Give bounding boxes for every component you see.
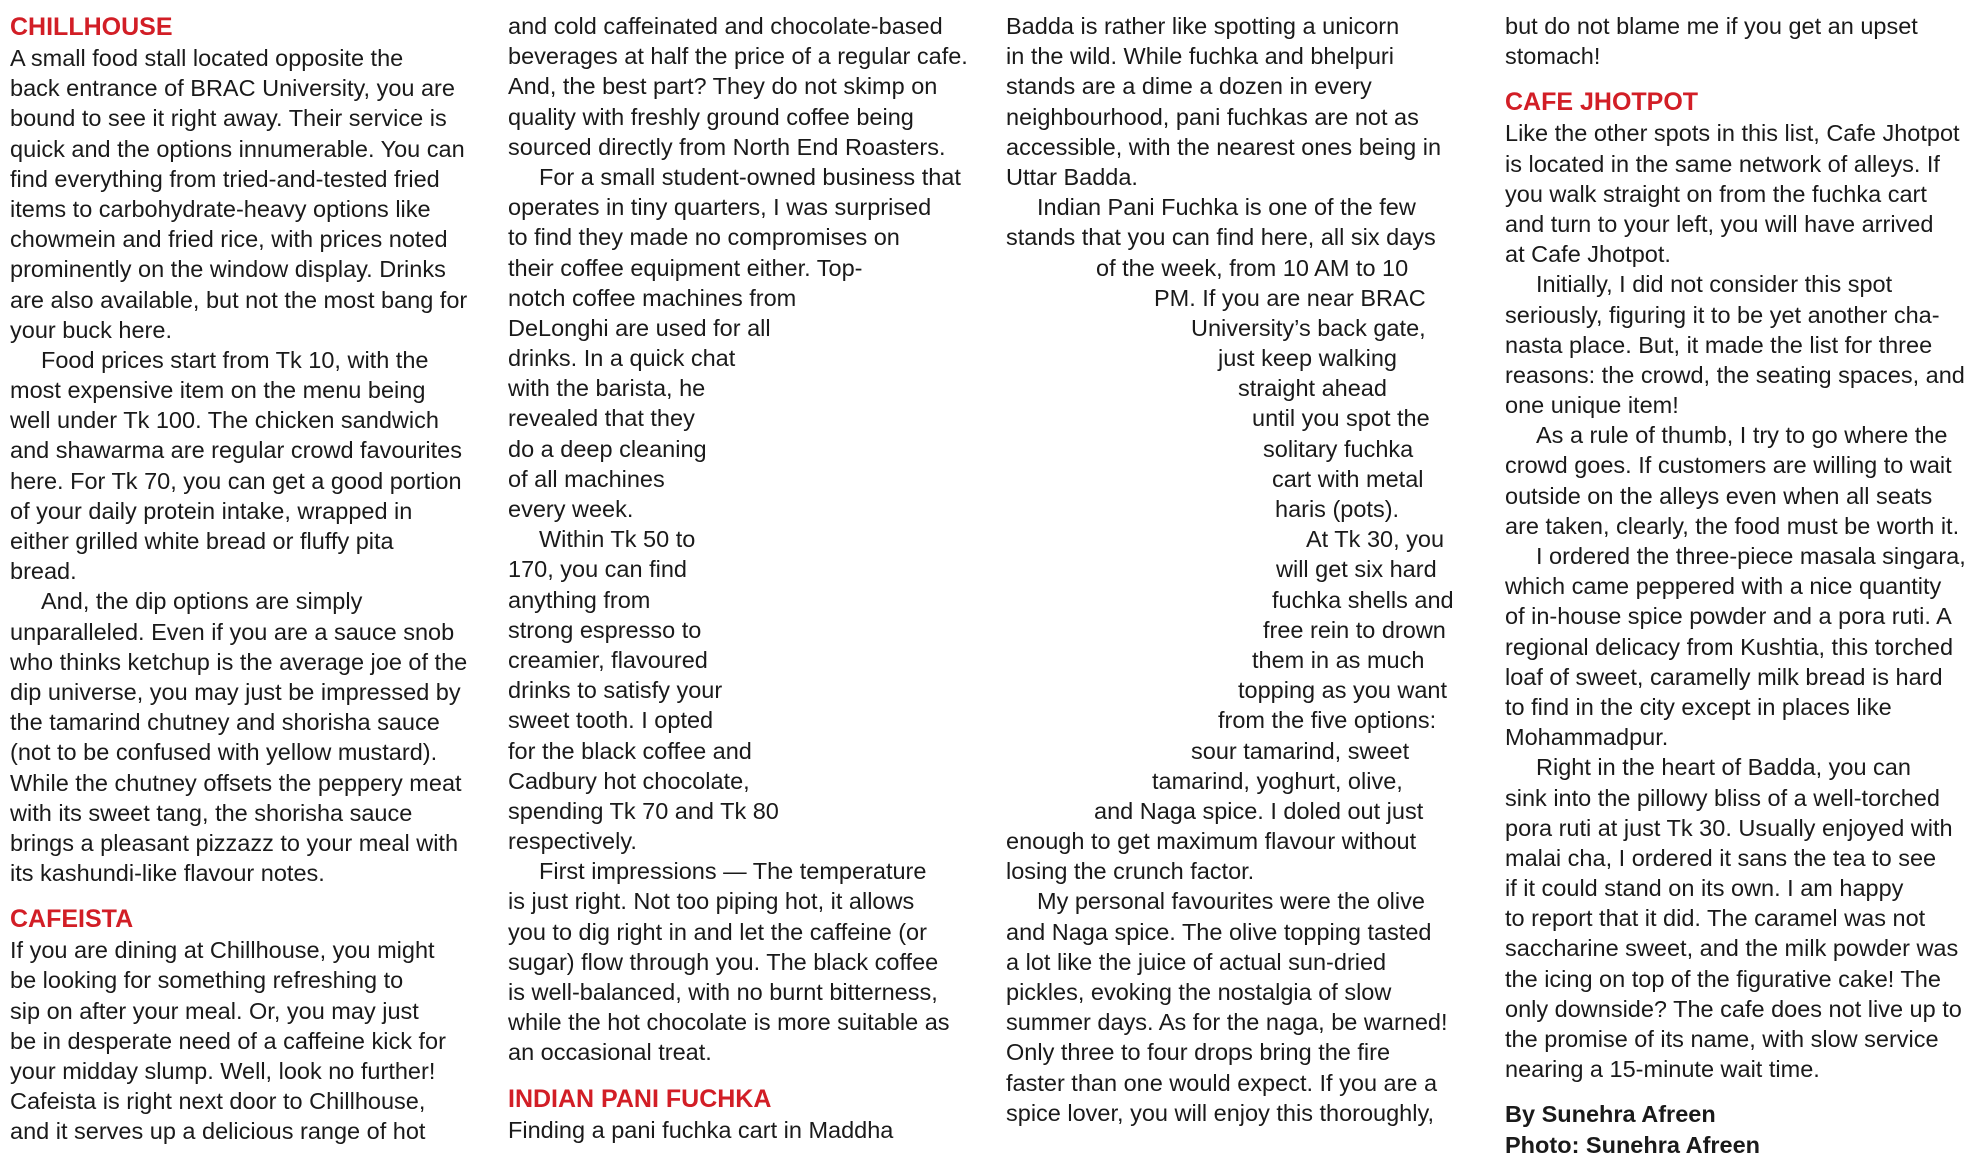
text-line: find everything from tried-and-tested fried — [10, 165, 440, 192]
text-line: be in desperate need of a caffeine kick for — [10, 1027, 446, 1054]
text-line: crowd goes. If customers are willing to wait — [1505, 452, 1952, 479]
text-line: of the week, from 10 AM to 10 — [1096, 254, 1409, 281]
text-line: 170, you can find — [508, 556, 687, 583]
text-line: Badda is rather like spotting a unicorn — [1006, 13, 1400, 39]
text-line: And, the dip options are simply — [41, 588, 363, 615]
text-line: its kashundi-like flavour notes. — [10, 860, 325, 887]
text-line: you walk straight on from the fuchka cart — [1505, 180, 1927, 207]
text-line: and cold caffeinated and chocolate-based — [508, 13, 943, 39]
section-gap — [10, 888, 480, 903]
text-line: only downside? The cafe does not live up to — [1505, 995, 1962, 1022]
text-line: faster than one would expect. If you are a — [1006, 1069, 1438, 1096]
text-line: sugar) flow through you. The black coffee — [508, 948, 939, 975]
text-line: your midday slump. Well, look no further! — [10, 1058, 436, 1084]
text-line: free rein to drown — [1263, 616, 1446, 643]
text-line: stomach! — [1505, 43, 1601, 70]
text-line: every week. — [508, 496, 634, 522]
text-line: enough to get maximum flavour without — [1006, 828, 1417, 855]
text-line: dip universe, you may just be impressed by — [10, 678, 461, 705]
text-line: of your daily protein intake, wrapped in — [10, 497, 413, 524]
text-line: them in as much — [1252, 646, 1425, 673]
text-line: and Naga spice. I doled out just — [1094, 797, 1424, 824]
text-line: do a deep cleaning — [508, 435, 707, 462]
text-line: unparalleled. Even if you are a sauce snob — [10, 618, 455, 645]
text-line: reasons: the crowd, the seating spaces, and — [1505, 361, 1965, 388]
text-line: of in-house spice powder and a pora ruti. A — [1505, 603, 1952, 630]
text-line: spice lover, you will enjoy this thoroughly, — [1006, 1099, 1435, 1126]
text-line: most expensive item on the menu being — [10, 377, 426, 404]
text-line: For a small student-owned business that — [539, 163, 961, 190]
text-line: their coffee equipment either. Top- — [508, 254, 863, 281]
text-line: Uttar Badda. — [1006, 163, 1138, 190]
text-line: A small food stall located opposite the — [10, 45, 404, 71]
text-line: saccharine sweet, and the milk powder was — [1505, 935, 1959, 962]
text-line: stands are a dime a dozen in every — [1006, 73, 1372, 100]
text-line: beverages at half the price of a regular cafe. — [508, 43, 968, 70]
text-line: and turn to your left, you will have arrived — [1505, 210, 1934, 237]
text-line: will get six hard — [1276, 556, 1437, 583]
text-line: and it serves up a delicious range of hot — [10, 1118, 426, 1145]
text-line: At Tk 30, you — [1306, 526, 1445, 553]
text-line: you to dig right in and let the caffeine (or — [508, 918, 927, 945]
text-line: which came peppered with a nice quantity — [1505, 573, 1942, 600]
text-line: drinks to satisfy your — [508, 677, 723, 704]
text-line: your buck here. — [10, 316, 172, 343]
text-line: for the black coffee and — [508, 737, 752, 764]
text-line: pickles, evoking the nostalgia of slow — [1006, 979, 1392, 1005]
text-line: loaf of sweet, caramelly milk bread is hard — [1505, 663, 1943, 690]
text-line: just keep walking — [1218, 345, 1397, 372]
text-line: Within Tk 50 to — [539, 526, 696, 553]
text-line: back entrance of BRAC University, you are — [10, 75, 455, 102]
text-line: Mohammadpur. — [1505, 724, 1669, 751]
text-line: of all machines — [508, 465, 665, 492]
text-line: regional delicacy from Kushtia, this torched — [1505, 633, 1954, 660]
section-gap — [1505, 71, 1967, 86]
text-line: Right in the heart of Badda, you can — [1536, 754, 1911, 781]
column-4 — [1505, 11, 1967, 1160]
text-line: here. For Tk 70, you can get a good portion — [10, 467, 462, 494]
text-line: to report that it did. The caramel was not — [1505, 905, 1926, 932]
text-line: brings a pleasant pizzazz to your meal with — [10, 829, 459, 856]
text-line: the promise of its name, with slow service — [1505, 1026, 1939, 1052]
text-line: University’s back gate, — [1191, 314, 1426, 341]
text-line: and shawarma are regular crowd favourites — [10, 437, 462, 464]
text-line: fuchka shells and — [1272, 586, 1454, 613]
text-line: I ordered the three-piece masala singara, — [1536, 543, 1966, 569]
text-line: spending Tk 70 and Tk 80 — [508, 797, 779, 824]
text-line: My personal favourites were the olive — [1037, 888, 1425, 915]
text-line: to find in the city except in places like — [1505, 693, 1892, 720]
text-line: revealed that they — [508, 405, 695, 432]
text-line: but do not blame me if you get an upset — [1505, 13, 1918, 39]
text-line: is located in the same network of alleys. If — [1505, 150, 1940, 177]
text-line: Finding a pani fuchka cart in Maddha — [508, 1116, 894, 1143]
text-line: who thinks ketchup is the average joe of the — [10, 648, 468, 675]
text-line: in the wild. While fuchka and bhelpuri — [1006, 43, 1394, 70]
text-line: chowmein and fried rice, with prices noted — [10, 226, 448, 253]
text-line: quality with freshly ground coffee being — [508, 103, 914, 130]
section-gap — [508, 1068, 978, 1083]
text-line: PM. If you are near BRAC — [1154, 284, 1426, 311]
text-line: at Cafe Jhotpot. — [1505, 241, 1671, 268]
text-line: prominently on the window display. Drinks — [10, 256, 446, 283]
text-line: Like the other spots in this list, Cafe Jhotpot — [1505, 120, 1960, 147]
text-line: until you spot the — [1252, 405, 1430, 432]
text-line: First impressions — The temperature — [539, 858, 927, 885]
text-line: outside on the alleys even when all seats — [1505, 482, 1933, 509]
text-line: Initially, I did not consider this spot — [1536, 271, 1893, 298]
text-line: Cadbury hot chocolate, — [508, 767, 750, 794]
text-line: quick and the options innumerable. You can — [10, 135, 465, 162]
text-line: the icing on top of the figurative cake! The — [1505, 965, 1941, 992]
text-line: well under Tk 100. The chicken sandwich — [10, 407, 439, 434]
text-line: haris (pots). — [1275, 496, 1400, 522]
text-line: nearing a 15-minute wait time. — [1505, 1056, 1820, 1083]
text-line: a lot like the juice of actual sun-dried — [1006, 948, 1387, 975]
text-line: stands that you can find here, all six days — [1006, 224, 1436, 251]
text-line: accessible, with the nearest ones being in — [1006, 133, 1442, 160]
text-line: creamier, flavoured — [508, 646, 708, 673]
text-line: Only three to four drops bring the fire — [1006, 1039, 1391, 1066]
text-line: with its sweet tang, the shorisha sauce — [10, 799, 413, 826]
section-title-fuchka: INDIAN PANI FUCHKA — [508, 1084, 772, 1113]
text-line: is well-balanced, with no burnt bitterness, — [508, 979, 938, 1005]
column-1 — [10, 11, 480, 1147]
text-line: sour tamarind, sweet — [1191, 737, 1410, 764]
text-line: is just right. Not too piping hot, it allows — [508, 888, 915, 915]
text-line: while the hot chocolate is more suitable as — [508, 1009, 950, 1036]
text-line: summer days. As for the naga, be warned! — [1006, 1009, 1448, 1036]
text-line: Food prices start from Tk 10, with the — [41, 346, 429, 373]
text-line: losing the crunch factor. — [1006, 858, 1255, 885]
text-line: malai cha, I ordered it sans the tea to see — [1505, 844, 1937, 871]
text-line: either grilled white bread or fluffy pita — [10, 528, 394, 554]
text-line: pora ruti at just Tk 30. Usually enjoyed with — [1505, 814, 1953, 841]
text-line: operates in tiny quarters, I was surprised — [508, 194, 932, 221]
text-line: if it could stand on its own. I am happy — [1505, 875, 1904, 902]
column-2 — [508, 11, 978, 1145]
text-line: from the five options: — [1218, 707, 1437, 734]
text-line: anything from — [508, 586, 651, 613]
text-line: As a rule of thumb, I try to go where the — [1536, 422, 1948, 449]
text-line: be looking for something refreshing to — [10, 967, 404, 994]
text-line: topping as you want — [1238, 677, 1448, 704]
text-line: (not to be confused with yellow mustard). — [10, 739, 438, 766]
text-line: Cafeista is right next door to Chillhouse, — [10, 1088, 426, 1115]
text-line: are also available, but not the most bang for — [10, 286, 468, 313]
text-line: to find they made no compromises on — [508, 224, 900, 251]
text-line: items to carbohydrate-heavy options like — [10, 195, 431, 222]
text-line: sweet tooth. I opted — [508, 707, 714, 734]
text-line: Indian Pani Fuchka is one of the few — [1037, 194, 1416, 221]
text-line: bread. — [10, 558, 77, 585]
section-title-chillhouse: CHILLHOUSE — [10, 13, 173, 41]
byline: By Sunehra Afreen — [1505, 1101, 1716, 1128]
text-line: And, the best part? They do not skimp on — [508, 73, 938, 100]
section-gap — [1505, 1084, 1967, 1099]
text-line: notch coffee machines from — [508, 284, 797, 311]
text-line: drinks. In a quick chat — [508, 345, 736, 372]
text-line: are taken, clearly, the food must be worth it. — [1505, 512, 1960, 539]
text-line: sip on after your meal. Or, you may just — [10, 997, 419, 1024]
text-line: respectively. — [508, 828, 637, 855]
text-line: strong espresso to — [508, 616, 702, 643]
section-title-cafeista: CAFEISTA — [10, 905, 134, 934]
text-line: sink into the pillowy bliss of a well-torched — [1505, 784, 1940, 811]
text-line: While the chutney offsets the peppery meat — [10, 769, 462, 796]
text-line: nasta place. But, it made the list for three — [1505, 331, 1933, 358]
text-line: the tamarind chutney and shorisha sauce — [10, 709, 440, 736]
text-line: DeLonghi are used for all — [508, 314, 771, 341]
section-title-jhotpot: CAFE JHOTPOT — [1505, 88, 1699, 117]
text-line: If you are dining at Chillhouse, you might — [10, 937, 435, 964]
text-line: neighbourhood, pani fuchkas are not as — [1006, 103, 1419, 130]
text-line: straight ahead — [1238, 375, 1387, 402]
text-line: solitary fuchka — [1263, 435, 1414, 462]
photo-credit: Photo: Sunehra Afreen — [1505, 1131, 1761, 1158]
text-line: sourced directly from North End Roasters. — [508, 133, 946, 160]
text-line: an occasional treat. — [508, 1039, 712, 1066]
text-line: with the barista, he — [508, 375, 706, 402]
text-line: one unique item! — [1505, 392, 1679, 419]
text-line: cart with metal — [1272, 465, 1424, 492]
text-line: seriously, figuring it to be yet another cha- — [1505, 301, 1940, 328]
column-3 — [1006, 11, 1476, 1128]
text-line: tamarind, yoghurt, olive, — [1152, 767, 1403, 794]
text-line: bound to see it right away. Their service is — [10, 105, 447, 132]
text-line: and Naga spice. The olive topping tasted — [1006, 918, 1432, 945]
